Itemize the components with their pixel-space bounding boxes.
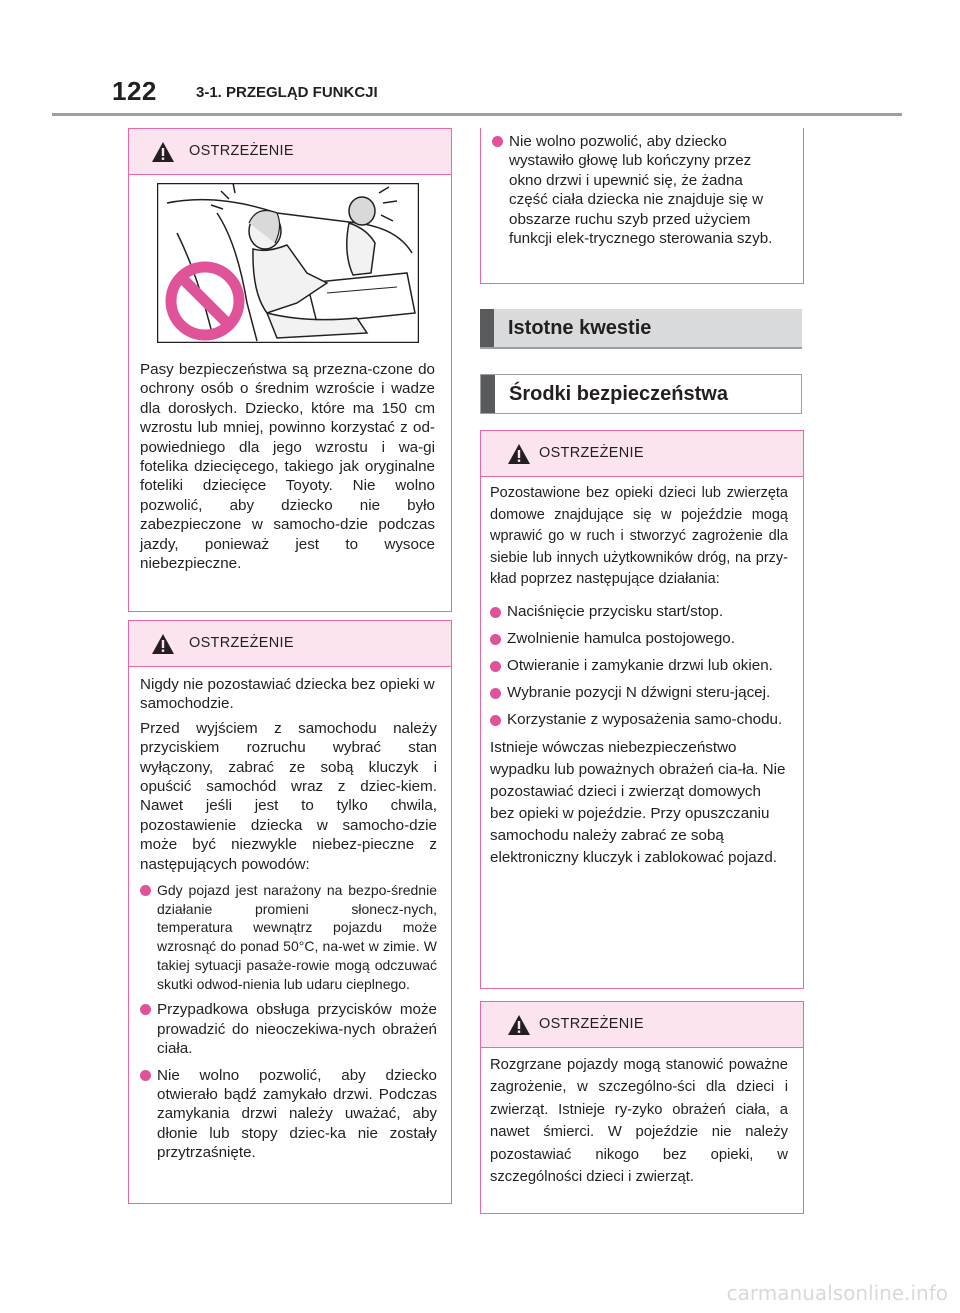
warning-paragraph: Pozostawione bez opieki dzieci lub zwierzęta domowe znajdujące się w pojeździe mogą wprawić go w ruch i stworzyć zagrożenie dla siebie lub innych użytkowników dróg, na przy-kład poprzez następujące działania:	[490, 485, 788, 587]
bullet-text: Naciśnięcie przycisku start/stop.	[507, 602, 724, 620]
warning-header	[481, 1002, 803, 1048]
warning-body	[490, 483, 788, 869]
warning-label: OSTRZEŻENIE	[189, 143, 294, 159]
warning-text: Pasy bezpieczeństwa są przezna-czone do ochrony osób o średnim wzroście i wadze dla dorosłych. Dziecko, które ma 150 cm wzrostu lub mniej, powinno korzystać z od-powiedniego dla jego wzrostu i wa-gi fotelika dziecięcego, takiego jak oryginalne foteliki dziecięce Toyoty. Nie wolno pozwolić, aby dziecko nie było zabezpieczone w samocho-dzie podczas jazdy, ponieważ jest to wysoce niebezpieczne.	[140, 361, 435, 573]
bullet-item	[140, 1000, 437, 1058]
warning-box-heat	[480, 1001, 804, 1214]
warning-label: OSTRZEŻENIE	[539, 445, 644, 461]
bullet-icon	[140, 885, 151, 896]
heading-text: Środki bezpieczeństwa	[509, 382, 728, 405]
warning-triangle-icon	[507, 443, 531, 465]
section-title: 3-1. PRZEGLĄD FUNKCJI	[196, 84, 378, 101]
bullet-icon	[140, 1004, 151, 1015]
bullet-text: Wybranie pozycji N dźwigni steru-jącej.	[507, 683, 771, 701]
warning-paragraph: Przed wyjściem z samochodu należy przyciskiem rozruchu wybrać stan wyłączony, zabrać ze sobą kluczyk i opuścić samochód wraz z dziec-kiem. Nawet jeśli jest to tylko chwila, pozostawienie dziecka w samocho-dzie może być niezwykle niebez-pieczne z następujących powodów:	[140, 719, 437, 873]
header-divider	[52, 113, 902, 116]
warning-header	[129, 129, 451, 175]
warning-triangle-icon	[507, 1014, 531, 1036]
bullet-text: Przypadkowa obsługa przycisków może prowadzić do nieoczekiwa-nych obrażeń ciała.	[157, 1001, 437, 1058]
bullet-text: Korzystanie z wyposażenia samo-chodu.	[507, 710, 783, 728]
bullet-icon	[140, 1070, 151, 1081]
bullet-text: Zwolnienie hamulca postojowego.	[507, 629, 735, 647]
heading-istotne-kwestie	[480, 309, 802, 349]
warning-label: OSTRZEŻENIE	[189, 635, 294, 651]
warning-box-child-alone	[128, 620, 452, 1204]
warning-header	[129, 621, 451, 667]
bullet-text: Gdy pojazd jest narażony na bezpo-średnie działanie promieni słonecz-nych, temperatura wewnątrz pojazdu może wzrosnąć do ponad 50°C, na-wet w zimie. W takiej sytuacji pasaże-rowie mogą odczuwać skutki odwod-nienia lub udaru cieplnego.	[157, 882, 437, 992]
heading-srodki-bezpieczenstwa	[480, 374, 802, 414]
bullet-icon	[490, 661, 501, 672]
warning-box-seatbelt	[128, 128, 452, 612]
bullet-item	[490, 655, 788, 677]
warning-box-continued	[480, 128, 804, 284]
warning-box-unattended	[480, 430, 804, 989]
watermark: carmanualsonline.info	[726, 1281, 948, 1305]
warning-paragraph: Istnieje wówczas niebezpieczeństwo wypadku lub poważnych obrażeń cia-ła. Nie pozostawiać dzieci i zwierząt domowych bez opieki w pojeździe. Przy opuszczaniu samochodu należy zabrać ze sobą elektroniczny kluczyk i zablokować pojazd.	[490, 738, 786, 866]
bullet-item	[140, 881, 437, 993]
bullet-icon	[490, 715, 501, 726]
warning-body	[492, 132, 778, 248]
warning-body	[140, 675, 437, 1163]
warning-label: OSTRZEŻENIE	[539, 1016, 644, 1032]
bullet-item	[490, 601, 788, 623]
warning-triangle-icon	[151, 633, 175, 655]
bullet-icon	[492, 136, 503, 147]
warning-triangle-icon	[151, 141, 175, 163]
child-unbelted-illustration	[157, 183, 419, 343]
heading-tab	[480, 309, 494, 347]
bullet-item	[490, 628, 788, 650]
page-number: 122	[112, 76, 157, 106]
heading-tab	[481, 375, 495, 413]
bullet-item	[492, 132, 778, 248]
bullet-icon	[490, 688, 501, 699]
warning-text: Rozgrzane pojazdy mogą stanowić poważne zagrożenie, w szczególno-ści dla dzieci i zwierząt. Istnieje ry-zyko obrażeń ciała, a nawet śmierci. W pojeździe nie należy pozostawiać nikogo bez opieki, w szczególności dzieci i zwierząt.	[490, 1057, 788, 1186]
heading-text: Istotne kwestie	[508, 316, 652, 339]
bullet-text: Otwieranie i zamykanie drzwi lub okien.	[507, 656, 773, 674]
bullet-text: Nie wolno pozwolić, aby dziecko wystawiło głowę lub kończyny przez okno drzwi i upewnić się, że żadna część ciała dziecka nie znajduje się w obszarze ruchu szyb przed użyciem funkcji elek-trycznego sterowania szyb.	[509, 133, 773, 248]
bullet-icon	[490, 634, 501, 645]
bullet-item	[490, 682, 788, 704]
bullet-text: Nie wolno pozwolić, aby dziecko otwierało bądź zamykało drzwi. Podczas zamykania drzwi należy uważać, aby dłonie lub stopy dziec-ka nie zostały przytrzaśnięte.	[157, 1066, 437, 1162]
warning-header	[481, 431, 803, 477]
bullet-item	[140, 1066, 437, 1163]
bullet-icon	[490, 607, 501, 618]
warning-paragraph: Nigdy nie pozostawiać dziecka bez opieki w samochodzie.	[140, 676, 435, 713]
bullet-item	[490, 709, 788, 731]
